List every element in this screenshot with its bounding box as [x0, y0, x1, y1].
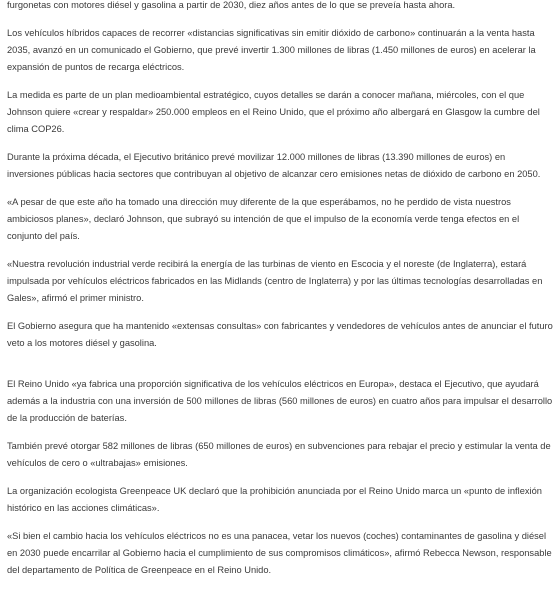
article-paragraph: La organización ecologista Greenpeace UK declaró que la prohibición anunciada por el Reino Unido marca un «punto de inflexión histórico en las acciones climáticas».: [7, 486, 542, 513]
article-paragraph: «Nuestra revolución industrial verde recibirá la energía de las turbinas de viento en Escocia y el noreste (de Inglaterra), estará impulsada por vehículos eléctricos fabricados en las Midlands (centro de Inglaterra) y por las últimas tecnologías desarrolladas en Gales», afirmó el primer ministro.: [7, 259, 543, 303]
article-paragraph: El Gobierno asegura que ha mantenido «extensas consultas» con fabricantes y vendedores de vehículos antes de anunciar el futuro veto a los motores diésel y gasolina.: [7, 321, 553, 348]
article-paragraph: furgonetas con motores diésel y gasolina a partir de 2030, diez años antes de lo que se preveía hasta ahora.: [7, 0, 456, 10]
article-paragraph: «A pesar de que este año ha tomado una dirección muy diferente de la que esperábamos, no he perdido de vista nuestros ambiciosos planes», declaró Johnson, que subrayó su intención de que el impulso de la economía verde tenga efectos en el conjunto del país.: [7, 197, 520, 241]
article-paragraph: El Reino Unido «ya fabrica una proporción significativa de los vehículos eléctricos en Europa», destaca el Ejecutivo, que ayudará además a la industria con una inversión de 500 millones de libras (560 millones de euros) en cuatro años para impulsar el desarrollo de la producción de baterías.: [7, 379, 553, 423]
article-paragraph: También prevé otorgar 582 millones de libras (650 millones de euros) en subvenciones para rebajar el precio y estimular la venta de vehículos de cero o «ultrabajas» emisiones.: [7, 441, 551, 468]
article-paragraph: Durante la próxima década, el Ejecutivo británico prevé movilizar 12.000 millones de libras (13.390 millones de euros) en inversiones públicas hacia sectores que contribuyan al objetivo de alcanzar cero emisiones netas de dióxido de carbono en 2050.: [7, 152, 541, 179]
article-paragraph: Los vehículos híbridos capaces de recorrer «distancias significativas sin emitir dióxido de carbono» continuarán a la venta hasta 2035, avanzó en un comunicado el Gobierno, que prevé invertir 1.300 millones de libras (1.450 millones de euros) en acelerar la expansión de puntos de recarga eléctricos.: [7, 28, 536, 72]
article-body: [7, 0, 553, 590]
article-paragraph: «Si bien el cambio hacia los vehículos eléctricos no es una panacea, vetar los nuevos (coches) contaminantes de gasolina y diésel en 2030 puede encarrilar al Gobierno hacia el cumplimiento de sus compromisos climáticos», afirmó Rebecca Newson, responsable del departamento de Política de Greenpeace en el Reino Unido.: [7, 531, 552, 575]
article-paragraph: La medida es parte de un plan medioambiental estratégico, cuyos detalles se darán a conocer mañana, miércoles, con el que Johnson quiere «crear y respaldar» 250.000 empleos en el Reino Unido, que el próximo año albergará en Glasgow la cumbre del clima COP26.: [7, 90, 540, 134]
